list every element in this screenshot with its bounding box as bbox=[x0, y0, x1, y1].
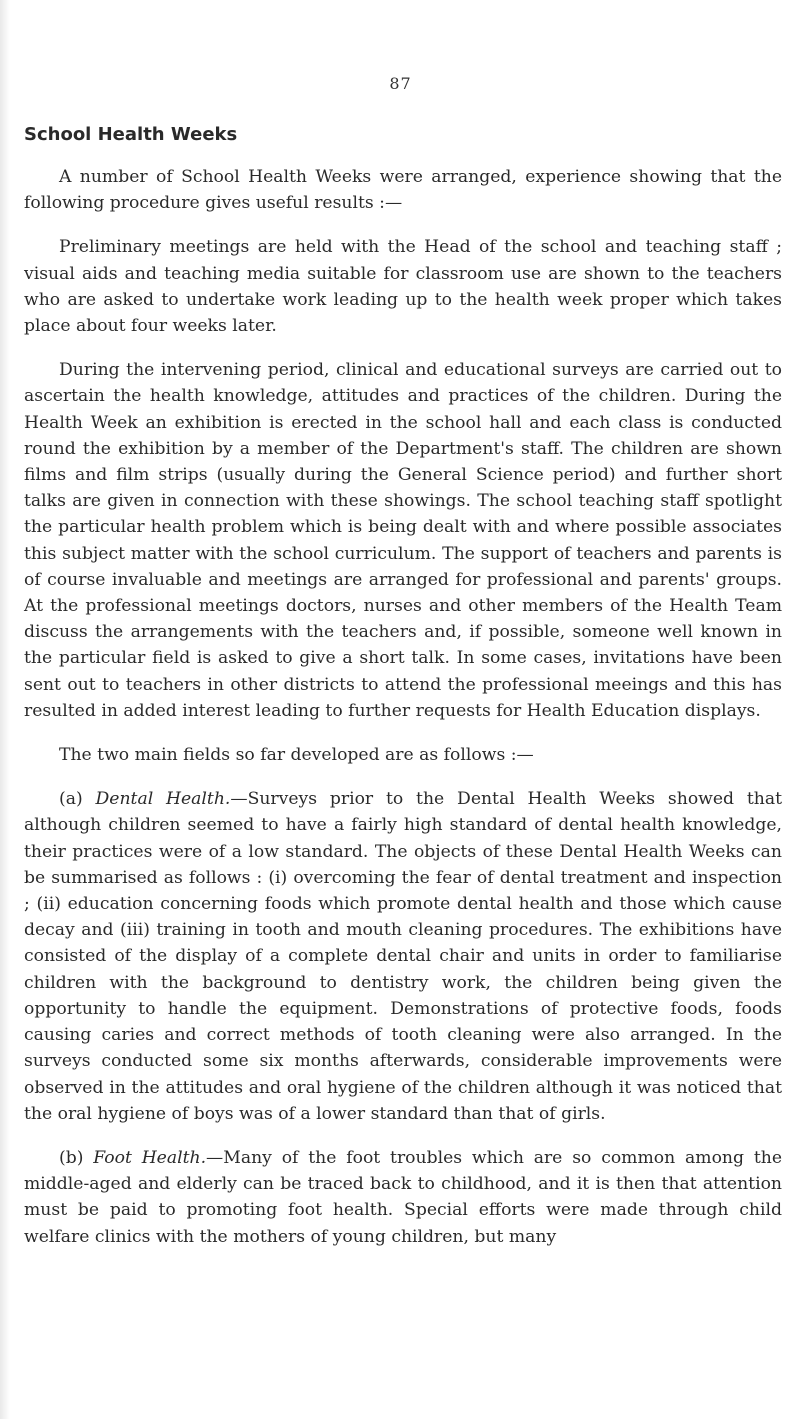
paragraph-foot-health bbox=[24, 1145, 782, 1250]
dental-health-label: (a) bbox=[59, 789, 83, 810]
body-text bbox=[24, 164, 782, 1268]
paragraph-intervening-period: During the intervening period, clinical and educational surveys are carried out to ascertain the health knowledge, attitudes and practices of the children. During the Health Week an exhibition is erected in the school hall and each class is conducted round the exhibition by a member of the Department's staff. The children are shown films and film strips (usually during the General Science period) and further short talks are given in connection with these showings. The school teaching staff spotlight the particular health problem which is being dealt with and where possible associates this subject matter with the school curriculum. The support of teachers and parents is of course invaluable and meetings are arranged for professional and parents' groups. At the professional meetings doctors, nurses and other members of the Health Team discuss the arrangements with the teachers and, if possible, someone well known in the particular field is asked to give a short talk. In some cases, invitations have been sent out to teachers in other districts to attend the professional meeings and this has resulted in added interest leading to further requests for Health Education displays. bbox=[24, 360, 782, 721]
dental-health-text: —Surveys prior to the Dental Health Weeks showed that although children seemed to have a fairly high standard of dental health knowledge, their practices were of a low standard. The objects of these Dental Health Weeks can be summarised as follows : (i) overcoming the fear of dental treatment and inspection ; (ii) education concerning foods which promote dental health and those which cause decay and (iii) training in tooth and mouth cleaning procedures. The exhibitions have consisted of the display of a complete dental chair and units in order to familiarise children with the background to dentistry work, the children being given the opportunity to handle the equipment. Demonstrations of protective foods, foods causing caries and correct methods of tooth cleaning were also arranged. In the surveys conducted some six months afterwards, considerable improvements were observed in the attitudes and oral hygiene of the children although it was noticed that the oral hygiene of boys was of a lower standard than that of girls. bbox=[24, 789, 783, 1124]
paragraph-main-fields: The two main fields so far developed are as follows :— bbox=[59, 745, 534, 766]
foot-health-title: Foot Health. bbox=[93, 1147, 207, 1168]
section-heading: School Health Weeks bbox=[24, 124, 238, 145]
page-number: 87 bbox=[389, 74, 412, 93]
paragraph-preliminary-meetings: Preliminary meetings are held with the Head of the school and teaching staff ; visual aids and teaching media suitable for classroom use are shown to the teachers who are asked to undertake work leading up to the health week proper which takes place about four weeks later. bbox=[24, 237, 782, 337]
binding-edge bbox=[0, 0, 10, 1419]
paragraph-intro: A number of School Health Weeks were arranged, experience showing that the following procedure gives useful results :— bbox=[24, 167, 782, 214]
paragraph-dental-health bbox=[24, 786, 782, 1127]
foot-health-text: —Many of the foot troubles which are so common among the middle-aged and elderly can be traced back to childhood, and it is then that attention must be paid to promoting foot health. Special efforts were made through child welfare clinics with the mothers of young children, but many bbox=[24, 1147, 782, 1247]
foot-health-label: (b) bbox=[59, 1147, 84, 1168]
dental-health-title: Dental Health. bbox=[95, 789, 231, 810]
